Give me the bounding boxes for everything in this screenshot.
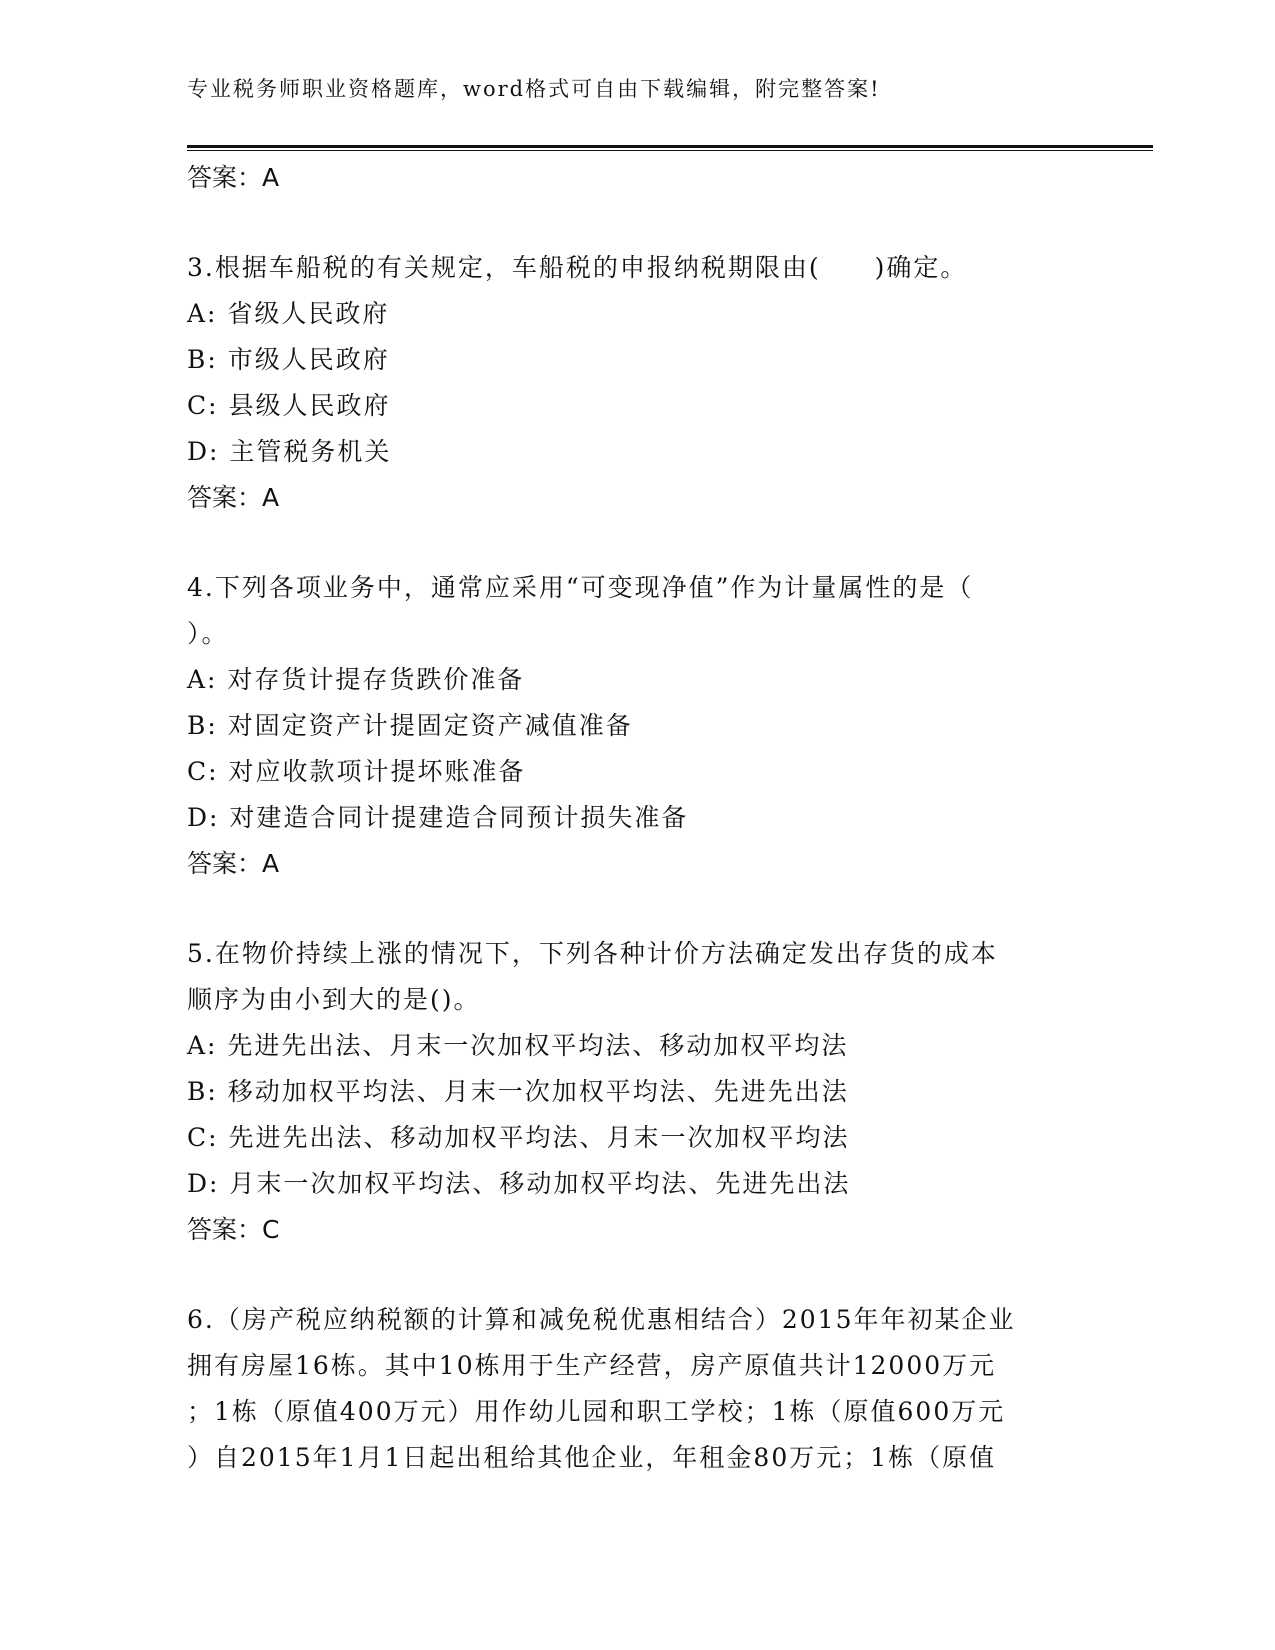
document-body xyxy=(187,155,1087,1481)
option-a: A: 先进先出法、月末一次加权平均法、移动加权平均法 xyxy=(187,1031,849,1060)
option-d: D: 月末一次加权平均法、移动加权平均法、先进先出法 xyxy=(187,1169,851,1198)
header-rule-thin xyxy=(187,150,1153,151)
option-d: D: 主管税务机关 xyxy=(187,437,392,466)
answer-prefix: 答案： xyxy=(187,1215,263,1244)
question-stem: 5.在物价持续上涨的情况下，下列各种计价方法确定发出存货的成本 xyxy=(187,939,998,968)
answer-value: A xyxy=(262,849,280,878)
answer-line xyxy=(187,155,1087,201)
question-5 xyxy=(187,931,1087,1253)
question-stem: ）自2015年1月1日起出租给其他企业，年租金80万元；1栋（原值 xyxy=(187,1443,997,1472)
page-header: 专业税务师职业资格题库，word格式可自由下载编辑，附完整答案! xyxy=(187,77,881,101)
option-d: D: 对建造合同计提建造合同预计损失准备 xyxy=(187,803,689,832)
option-c: C: 对应收款项计提坏账准备 xyxy=(187,757,526,786)
question-stem: 6.（房产税应纳税额的计算和减免税优惠相结合）2015年年初某企业 xyxy=(187,1305,1016,1334)
question-6 xyxy=(187,1297,1087,1481)
question-stem: 拥有房屋16栋。其中10栋用于生产经营，房产原值共计12000万元 xyxy=(187,1351,997,1380)
answer-line xyxy=(187,841,1087,887)
answer-value: A xyxy=(262,163,280,192)
answer-prefix: 答案： xyxy=(187,163,263,192)
answer-value: A xyxy=(262,483,280,512)
spacer xyxy=(187,521,1087,565)
question-stem: 4.下列各项业务中，通常应采用“可变现净值”作为计量属性的是（ xyxy=(187,573,974,602)
spacer xyxy=(187,1253,1087,1297)
question-stem: ；1栋（原值400万元）用作幼儿园和职工学校；1栋（原值600万元 xyxy=(187,1397,1006,1426)
option-a: A: 对存货计提存货跌价准备 xyxy=(187,665,525,694)
spacer xyxy=(187,887,1087,931)
option-c: C: 县级人民政府 xyxy=(187,391,391,420)
question-3 xyxy=(187,245,1087,521)
question-stem: 3.根据车船税的有关规定，车船税的申报纳税期限由( )确定。 xyxy=(187,253,968,282)
answer-line xyxy=(187,1207,1087,1253)
answer-prefix: 答案： xyxy=(187,483,263,512)
spacer xyxy=(187,201,1087,245)
answer-line xyxy=(187,475,1087,521)
option-b: B: 移动加权平均法、月末一次加权平均法、先进先出法 xyxy=(187,1077,849,1106)
option-b: B: 市级人民政府 xyxy=(187,345,390,374)
option-a: A: 省级人民政府 xyxy=(187,299,390,328)
option-c: C: 先进先出法、移动加权平均法、月末一次加权平均法 xyxy=(187,1123,850,1152)
header-rule-thick xyxy=(187,145,1153,148)
option-b: B: 对固定资产计提固定资产减值准备 xyxy=(187,711,633,740)
question-4 xyxy=(187,565,1087,887)
answer-value: C xyxy=(262,1215,280,1244)
question-stem: 顺序为由小到大的是()。 xyxy=(187,985,481,1014)
question-stem: ）。 xyxy=(187,619,229,648)
answer-prefix: 答案： xyxy=(187,849,263,878)
